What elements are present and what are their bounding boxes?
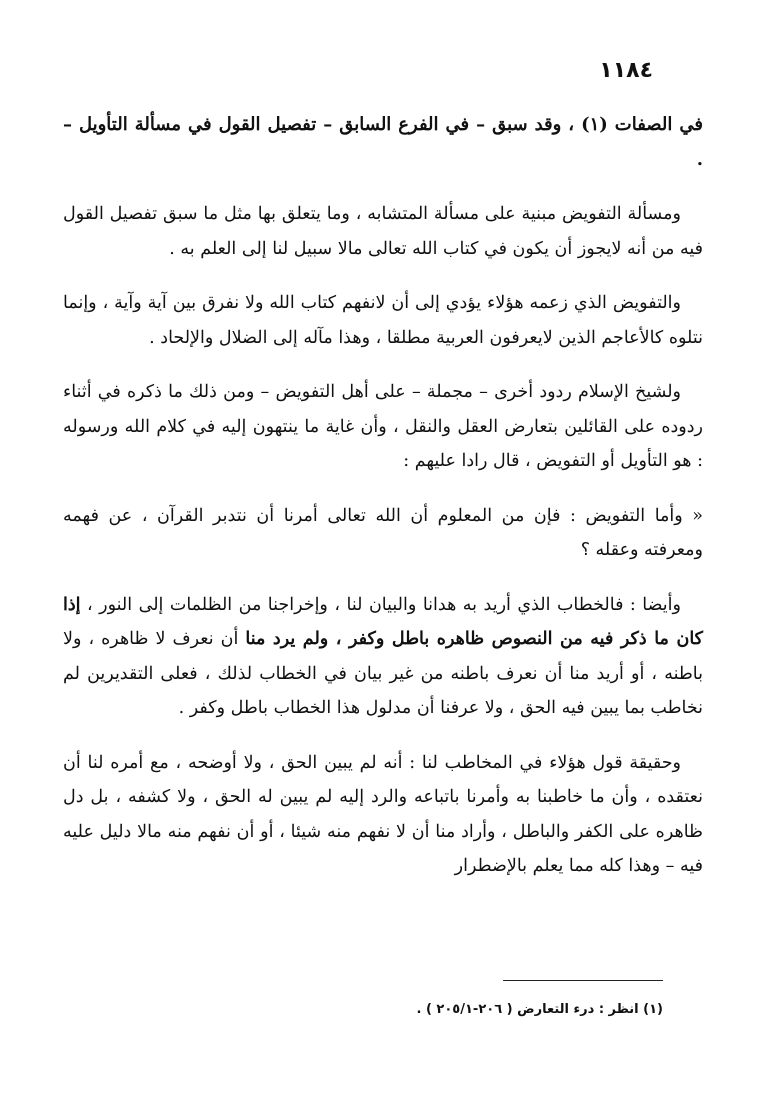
paragraph-6-emphasis: إذا كان ما ذكر فيه من النصوص ظاهره باطل وكفر ، ولم يرد منا	[63, 594, 704, 649]
paragraph-2: ومسألة التفويض مبنية على مسألة المتشابه ، وما يتعلق بها مثل ما سبق تفصيل القول فيه من أنه لايجوز أن يكون في كتاب الله تعالى مالا سبيل لنا إلى العلم به .	[63, 204, 703, 259]
page-number: ١١٨٤	[599, 58, 653, 83]
paragraph-3: والتفويض الذي زعمه هؤلاء يؤدي إلى أن لانفهم كتاب الله ولا نفرق بين آية وآية ، وإنما نتلوه كالأعاجم الذين لايعرفون العربية مطلقا ، وهذا مآله إلى الضلال والإلحاد .	[63, 293, 703, 348]
footnote: (١) انظر : درء التعارض ( ٢٠٦-٢٠٥/١ ) .	[416, 1002, 663, 1017]
paragraph-6	[63, 588, 703, 726]
paragraph-6-part-a: وأيضا : فالخطاب الذي أريد به هدانا والبيان لنا ، وإخراجنا من الظلمات إلى النور ،	[80, 594, 681, 615]
footnote-divider	[503, 980, 663, 981]
paragraph-6-part-c: أن نعرف لا ظاهره ، ولا باطنه ، أو أريد منا أن نعرف باطنه من غير بيان في الخطاب لذلك ، فعلى التقديرين لم نخاطب بما يبين فيه الحق ، ولا عرفنا أن مدلول هذا الخطاب باطل وكفر .	[63, 629, 703, 718]
paragraph-5-quote: « وأما التفويض : فإن من المعلوم أن الله تعالى أمرنا أن نتدبر القرآن ، عن فهمه ومعرفته وعقله ؟	[63, 505, 703, 560]
paragraph-4: ولشيخ الإسلام ردود أخرى – مجملة – على أهل التفويض – ومن ذلك ما ذكره في أثناء ردوده على القائلين بتعارض العقل والنقل ، وأن غاية ما ينتهون إليه في كلام الله ورسوله : هو التأويل أو التفويض ، قال رادا عليهم :	[63, 382, 703, 471]
paragraph-7: وحقيقة قول هؤلاء في المخاطب لنا : أنه لم يبين الحق ، ولا أوضحه ، مع أمره لنا أن نعتقده ، وأن ما خاطبنا به وأمرنا باتباعه والرد إليه لم يبين له الحق ، ولا كشفه ، بل دل ظاهره على الكفر والباطل ، وأراد منا أن لا نفهم منه شيئا ، أو أن نفهم منه مالا دليل عليه فيه – وهذا كله مما يعلم بالإضطرار	[63, 752, 703, 876]
body-text	[63, 108, 703, 904]
paragraph-1: في الصفات (١) ، وقد سبق – في الفرع السابق – تفصيل القول في مسألة التأويل – .	[63, 114, 703, 170]
